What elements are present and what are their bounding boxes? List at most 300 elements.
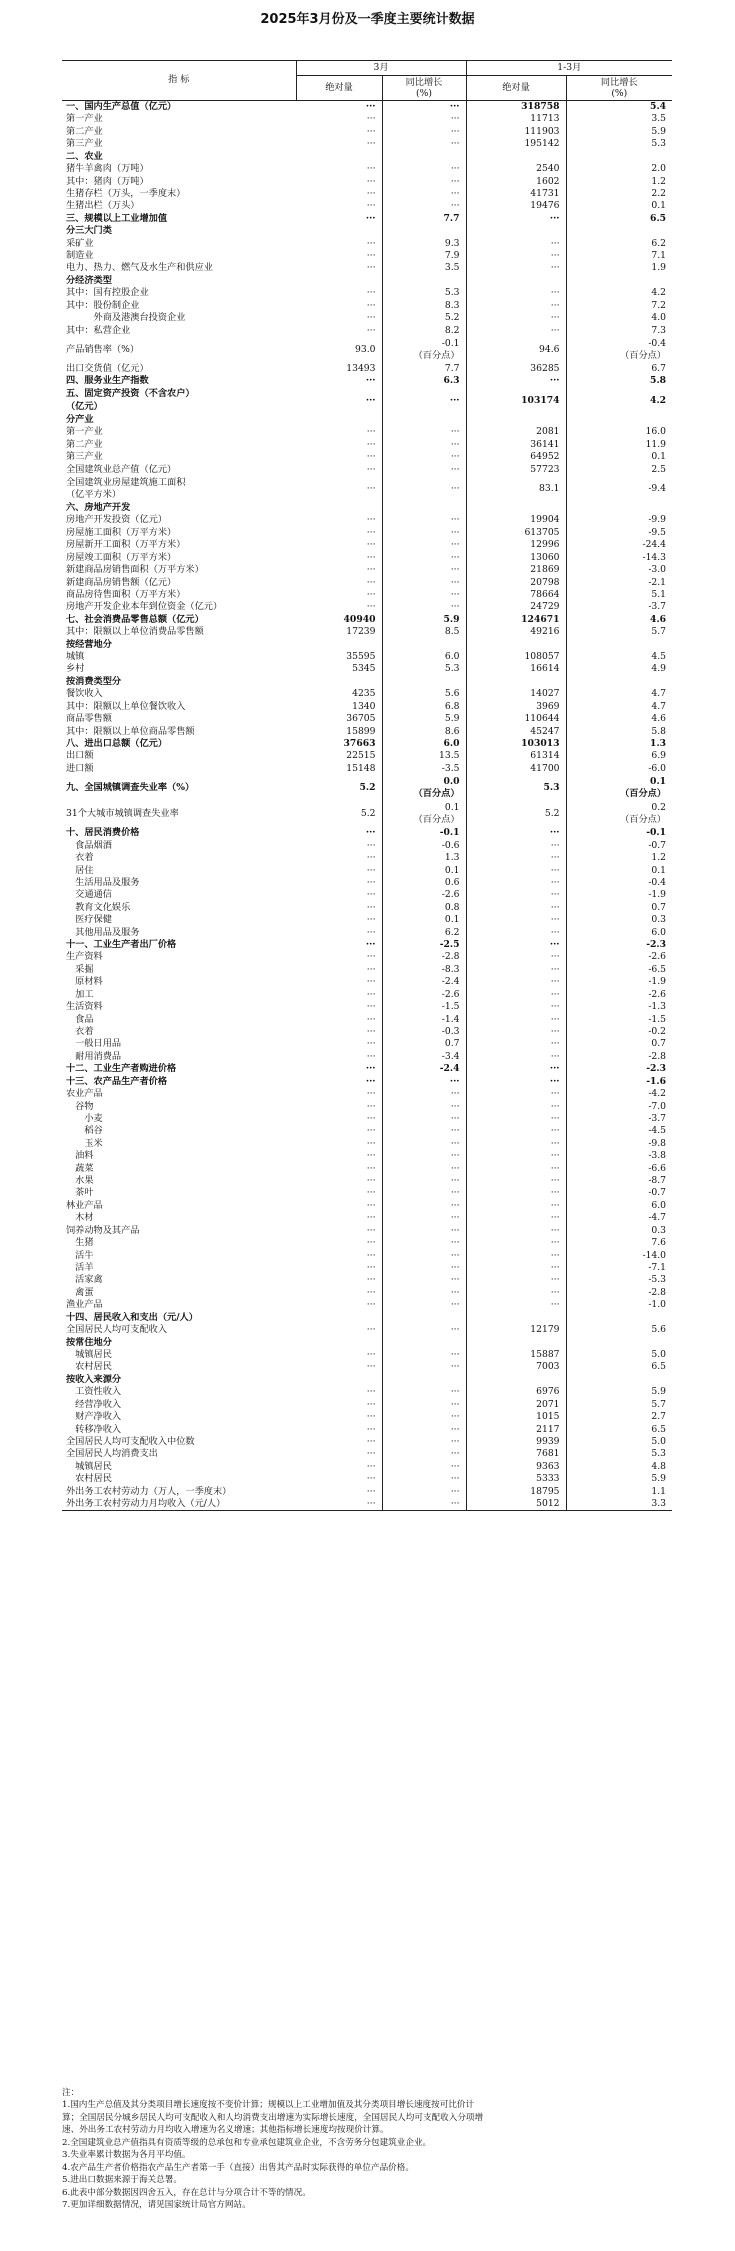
indicator-name: 衣着 [66, 1026, 94, 1037]
month-absolute-value: ··· [366, 1448, 376, 1460]
quarter-absolute-value: 13060 [466, 552, 566, 564]
month-yoy-growth: ··· [382, 163, 466, 175]
table-row [62, 1088, 672, 1100]
indicator-name: 六、房地产开发 [66, 501, 131, 513]
table-row [62, 138, 672, 150]
month-absolute-value: ··· [366, 250, 376, 262]
month-yoy-growth [382, 1374, 466, 1386]
quarter-yoy-growth: -5.3 [566, 1274, 672, 1286]
month-yoy-growth: -2.4 [382, 1063, 466, 1075]
table-row [62, 1038, 672, 1050]
month-absolute-value: ··· [366, 163, 376, 175]
quarter-absolute-value: ··· [466, 1200, 566, 1212]
month-absolute-value: ··· [366, 1001, 376, 1013]
indicator-name: 房屋新开工面积（万平方米） [66, 539, 186, 551]
month-absolute-value: ··· [366, 963, 376, 975]
table-row [62, 476, 672, 502]
quarter-absolute-value: 124671 [466, 614, 566, 626]
quarter-absolute-value: 2071 [466, 1399, 566, 1411]
quarter-absolute-value [466, 414, 566, 426]
indicator-name: 其中：猪肉（万吨） [66, 175, 149, 187]
month-absolute-value: ··· [366, 1038, 376, 1050]
month-yoy-growth: 5.9 [382, 713, 466, 725]
month-yoy-growth: ··· [382, 1349, 466, 1361]
month-yoy-growth: 7.7 [382, 213, 466, 225]
quarter-absolute-value: 103174 [466, 388, 566, 414]
quarter-yoy-growth: -1.9 [566, 976, 672, 988]
quarter-absolute-value [466, 502, 566, 514]
quarter-yoy-growth: -9.4 [566, 476, 672, 502]
quarter-yoy-growth [566, 1312, 672, 1324]
table-row [62, 539, 672, 551]
quarter-yoy-growth: 6.5 [566, 1424, 672, 1436]
indicator-name: 外商及港澳台投资企业 [66, 312, 186, 324]
indicator-name: 一、国内生产总值（亿元） [66, 101, 177, 112]
quarter-yoy-growth [566, 502, 672, 514]
table-row [62, 1101, 672, 1113]
month-absolute-value [296, 676, 382, 688]
quarter-absolute-value: ··· [466, 889, 566, 901]
quarter-absolute-value: ··· [466, 312, 566, 324]
month-absolute-value: ··· [366, 1473, 376, 1485]
quarter-yoy-growth: 11.9 [566, 439, 672, 451]
quarter-absolute-value: 3969 [466, 701, 566, 713]
month-absolute-value: ··· [366, 1026, 376, 1037]
quarter-yoy-growth: -0.7 [566, 1187, 672, 1199]
table-row [62, 250, 672, 262]
month-absolute-value: ··· [366, 914, 376, 926]
table-row [62, 225, 672, 237]
table-row [62, 1163, 672, 1175]
table-row [62, 763, 672, 775]
table-row [62, 1212, 672, 1224]
month-yoy-growth: ··· [382, 1448, 466, 1460]
table-row [62, 1461, 672, 1473]
quarter-yoy-growth: 5.9 [566, 1386, 672, 1398]
month-absolute-value: ··· [366, 1050, 376, 1062]
quarter-yoy-growth: -0.7 [566, 840, 672, 852]
quarter-yoy-growth: 1.2 [566, 176, 672, 188]
month-yoy-growth [382, 639, 466, 651]
quarter-absolute-value: ··· [466, 1014, 566, 1026]
quarter-yoy-growth: 6.0 [566, 927, 672, 939]
indicator-name: 生猪 [66, 1237, 94, 1249]
quarter-yoy-growth: 6.5 [566, 1361, 672, 1373]
indicator-name: 全国居民人均消费支出 [66, 1448, 158, 1460]
quarter-yoy-growth: -6.6 [566, 1163, 672, 1175]
month-absolute-value: ··· [366, 1386, 376, 1398]
indicator-name: 新建商品房销售面积（万平方米） [66, 564, 204, 576]
month-absolute-value: ··· [365, 939, 376, 951]
quarter-yoy-growth: 4.5 [566, 651, 672, 663]
table-row [62, 750, 672, 762]
month-yoy-growth: ··· [382, 1113, 466, 1125]
indicator-name: 林业产品 [66, 1199, 103, 1211]
month-absolute-value: ··· [366, 200, 376, 212]
table-row [62, 738, 672, 750]
month-abs-header: 绝对量 [296, 76, 382, 101]
month-yoy-growth: 6.0 [382, 651, 466, 663]
month-yoy-growth [382, 151, 466, 163]
quarter-absolute-value: 45247 [466, 726, 566, 738]
quarter-yoy-growth: 4.6 [566, 614, 672, 626]
month-group-header: 3月 [296, 61, 466, 76]
quarter-yoy-growth: -0.2 [566, 1026, 672, 1038]
indicator-name: 采掘 [66, 963, 94, 975]
month-absolute-value: 17239 [346, 626, 376, 638]
quarter-absolute-value: ··· [466, 1026, 566, 1038]
quarter-yoy-growth: -1.0 [566, 1299, 672, 1311]
quarter-absolute-value: ··· [466, 1262, 566, 1274]
quarter-absolute-value: ··· [466, 1274, 566, 1286]
table-row [62, 1411, 672, 1423]
month-absolute-value: ··· [366, 299, 376, 311]
indicator-name: 木材 [66, 1212, 94, 1224]
quarter-yoy-growth: 2.5 [566, 464, 672, 476]
table-row [62, 414, 672, 426]
table-row [62, 287, 672, 299]
quarter-absolute-value: 111903 [466, 126, 566, 138]
quarter-yoy-growth: 6.0 [566, 1200, 672, 1212]
month-absolute-value: ··· [366, 1299, 376, 1311]
indicator-name: 分经济类型 [66, 274, 112, 286]
indicator-name: 出口交货值（亿元） [66, 363, 149, 375]
indicator-name: 全国建筑业房屋建筑施工面积 （亿平方米） [66, 476, 186, 500]
table-header [62, 61, 672, 101]
indicator-name: 全国居民人均可支配收入中位数 [66, 1435, 195, 1447]
month-yoy-growth: ··· [382, 1212, 466, 1224]
quarter-absolute-value: ··· [466, 1101, 566, 1113]
quarter-yoy-growth: 5.4 [566, 101, 672, 114]
quarter-yoy-growth: 5.7 [566, 1399, 672, 1411]
footnotes [62, 2087, 674, 2212]
month-yoy-growth: -0.1 [382, 827, 466, 839]
quarter-absolute-value [466, 151, 566, 163]
indicator-name: 禽蛋 [66, 1286, 94, 1298]
table-row [62, 439, 672, 451]
quarter-yoy-growth: 6.9 [566, 750, 672, 762]
month-absolute-value: ··· [366, 951, 376, 963]
quarter-yoy-growth: 4.0 [566, 312, 672, 324]
quarter-yoy-growth: 3.5 [566, 113, 672, 125]
indicator-name: 耐用消费品 [66, 1050, 122, 1062]
quarter-yoy-growth: 5.0 [566, 1349, 672, 1361]
quarter-yoy-growth: 7.2 [566, 300, 672, 312]
indicator-name: 油料 [66, 1150, 94, 1162]
month-yoy-growth: ··· [382, 1225, 466, 1237]
quarter-absolute-value: 57723 [466, 464, 566, 476]
quarter-yoy-growth: -24.4 [566, 539, 672, 551]
quarter-absolute-value: ··· [466, 250, 566, 262]
quarter-yoy-growth: -2.3 [566, 939, 672, 951]
month-yoy-growth: 5.3 [382, 663, 466, 675]
quarter-absolute-value: ··· [466, 1250, 566, 1262]
month-absolute-value: ··· [365, 1063, 376, 1075]
table-row [62, 976, 672, 988]
indicator-name: 房屋竣工面积（万平方米） [66, 551, 177, 563]
month-absolute-value: ··· [366, 564, 376, 576]
indicator-name: 一般日用品 [66, 1038, 122, 1050]
quarter-absolute-value: 15887 [466, 1349, 566, 1361]
month-absolute-value [296, 502, 382, 514]
quarter-absolute-value: 61314 [466, 750, 566, 762]
month-yoy-growth: 0.8 [382, 902, 466, 914]
quarter-absolute-value: 1602 [466, 176, 566, 188]
quarter-absolute-value: ··· [466, 865, 566, 877]
quarter-absolute-value: ··· [466, 1113, 566, 1125]
quarter-absolute-value: ··· [466, 1138, 566, 1150]
month-yoy-growth: -0.6 [382, 840, 466, 852]
quarter-yoy-growth: -8.7 [566, 1175, 672, 1187]
indicator-name: 十四、居民收入和支出（元/人） [66, 1311, 198, 1323]
table-row [62, 238, 672, 250]
month-absolute-value: ··· [366, 1100, 376, 1112]
indicator-name: 房屋施工面积（万平方米） [66, 526, 177, 538]
quarter-absolute-value: ··· [466, 951, 566, 963]
quarter-yoy-growth: 0.2 （百分点） [566, 801, 672, 827]
quarter-yoy-growth: -3.7 [566, 601, 672, 613]
month-absolute-value [296, 225, 382, 237]
quarter-absolute-value: 14027 [466, 688, 566, 700]
table-row [62, 688, 672, 700]
table-row [62, 1001, 672, 1013]
month-yoy-growth [382, 676, 466, 688]
quarter-absolute-value: 2540 [466, 163, 566, 175]
month-absolute-value: ··· [366, 426, 376, 438]
footnote-line: 1.国内生产总值及其分类项目增长速度按不变价计算；规模以上工业增加值及其分类项目增长速度按可比价计 [62, 2100, 475, 2111]
month-yoy-growth: ··· [382, 589, 466, 601]
month-yoy-header: 同比增长 (%) [382, 76, 466, 101]
month-absolute-value: ··· [366, 1286, 376, 1298]
quarter-yoy-growth: -6.0 [566, 763, 672, 775]
table-row [62, 312, 672, 324]
table-row [62, 1175, 672, 1187]
month-absolute-value [296, 151, 382, 163]
quarter-yoy-growth: -9.9 [566, 514, 672, 526]
quarter-absolute-value: ··· [466, 1175, 566, 1187]
quarter-yoy-growth: -2.6 [566, 989, 672, 1001]
indicator-name: 农村居民 [66, 1361, 112, 1373]
table-row [62, 300, 672, 312]
month-yoy-growth: ··· [382, 439, 466, 451]
quarter-absolute-value: ··· [466, 927, 566, 939]
quarter-yoy-growth [566, 676, 672, 688]
month-yoy-growth: ··· [382, 514, 466, 526]
quarter-yoy-growth: -2.8 [566, 1051, 672, 1063]
month-yoy-growth: ··· [382, 1498, 466, 1511]
quarter-absolute-value: ··· [466, 1187, 566, 1199]
quarter-yoy-growth: -4.5 [566, 1125, 672, 1137]
month-yoy-growth: -2.6 [382, 889, 466, 901]
quarter-absolute-value: 18795 [466, 1486, 566, 1498]
quarter-yoy-growth: -2.3 [566, 1063, 672, 1075]
month-yoy-growth: ··· [382, 1237, 466, 1249]
month-absolute-value: 13493 [346, 363, 376, 375]
quarter-yoy-growth: 4.8 [566, 1461, 672, 1473]
indicator-name: 生产资料 [66, 951, 103, 963]
month-yoy-growth: ··· [382, 1361, 466, 1373]
month-yoy-growth: 9.3 [382, 238, 466, 250]
table-row [62, 651, 672, 663]
quarter-absolute-value: 21869 [466, 564, 566, 576]
quarter-yoy-growth: 6.7 [566, 363, 672, 375]
month-absolute-value: ··· [366, 576, 376, 588]
indicator-header: 指 标 [62, 61, 296, 101]
quarter-group-header: 1-3月 [466, 61, 672, 76]
quarter-yoy-growth: -0.4 [566, 877, 672, 889]
indicator-name: 分三大门类 [66, 225, 112, 237]
quarter-absolute-value: ··· [466, 1287, 566, 1299]
month-absolute-value: ··· [366, 1199, 376, 1211]
table-row [62, 865, 672, 877]
indicator-name: 九、全国城镇调查失业率（%） [66, 782, 195, 794]
indicator-name: 七、社会消费品零售总额（亿元） [66, 613, 204, 625]
table-row [62, 101, 672, 114]
month-absolute-value: 36705 [346, 713, 376, 725]
quarter-yoy-growth: 4.7 [566, 688, 672, 700]
indicator-name: 城镇居民 [66, 1460, 112, 1472]
quarter-yoy-growth: -1.6 [566, 1076, 672, 1088]
quarter-yoy-growth: 6.5 [566, 213, 672, 225]
indicator-name: 食品 [66, 1013, 94, 1025]
month-yoy-growth: ··· [382, 552, 466, 564]
month-yoy-growth: ··· [382, 1287, 466, 1299]
quarter-yoy-growth: 0.7 [566, 1038, 672, 1050]
table-row [62, 1250, 672, 1262]
quarter-yoy-growth: -14.3 [566, 552, 672, 564]
month-absolute-value: ··· [366, 463, 376, 475]
quarter-yoy-growth: 5.6 [566, 1324, 672, 1336]
quarter-yoy-growth: 1.9 [566, 262, 672, 274]
quarter-yoy-growth: 0.1 [566, 865, 672, 877]
table-row [62, 1361, 672, 1373]
month-yoy-growth: -2.8 [382, 951, 466, 963]
table-row [62, 1076, 672, 1088]
quarter-yoy-growth: -1.9 [566, 889, 672, 901]
month-absolute-value: ··· [366, 1262, 376, 1274]
month-yoy-growth: 8.6 [382, 726, 466, 738]
indicator-name: 衣着 [66, 852, 94, 864]
indicator-name: 八、进出口总额（亿元） [66, 737, 168, 749]
month-yoy-growth: 7.7 [382, 363, 466, 375]
month-absolute-value: 37663 [343, 737, 376, 749]
quarter-absolute-value: 64952 [466, 451, 566, 463]
month-absolute-value: ··· [366, 312, 376, 324]
month-yoy-growth: ··· [382, 126, 466, 138]
month-yoy-growth: -3.4 [382, 1051, 466, 1063]
table-row [62, 213, 672, 225]
month-yoy-growth [382, 414, 466, 426]
indicator-name: 其他用品及服务 [66, 926, 140, 938]
month-yoy-growth: ··· [382, 1274, 466, 1286]
quarter-absolute-value: 41700 [466, 763, 566, 775]
indicator-name: 其中：国有控股企业 [66, 287, 149, 299]
indicator-name: 生猪出栏（万头） [66, 200, 140, 212]
table-row [62, 126, 672, 138]
month-absolute-value: ··· [366, 889, 376, 901]
month-yoy-growth: -1.5 [382, 1001, 466, 1013]
quarter-absolute-value: 9363 [466, 1461, 566, 1473]
month-yoy-growth: 6.3 [382, 375, 466, 387]
table-row [62, 1299, 672, 1311]
table-row [62, 552, 672, 564]
footnote-line: 7.更加详细数据情况，请见国家统计局官方网站。 [62, 2200, 251, 2211]
quarter-absolute-value: ··· [466, 300, 566, 312]
table-row [62, 1274, 672, 1286]
month-yoy-growth: ··· [382, 1250, 466, 1262]
month-absolute-value: ··· [366, 1411, 376, 1423]
quarter-absolute-value: 2117 [466, 1424, 566, 1436]
quarter-absolute-value: ··· [466, 1237, 566, 1249]
table-row [62, 1448, 672, 1460]
quarter-absolute-value: ··· [466, 1125, 566, 1137]
quarter-yoy-growth: 3.3 [566, 1498, 672, 1511]
month-absolute-value: ··· [366, 482, 376, 494]
indicator-name: 房地产开发企业本年到位资金（亿元） [66, 601, 223, 613]
indicator-name: 活家禽 [66, 1274, 103, 1286]
indicator-name: 二、农业 [66, 150, 103, 162]
table-row [62, 775, 672, 801]
table-row [62, 1200, 672, 1212]
indicator-name: 茶叶 [66, 1187, 94, 1199]
quarter-yoy-growth [566, 151, 672, 163]
quarter-absolute-value: ··· [466, 976, 566, 988]
month-absolute-value: ··· [366, 1125, 376, 1137]
table-row [62, 1436, 672, 1448]
indicator-name: 其中：私营企业 [66, 324, 131, 336]
table-row [62, 713, 672, 725]
quarter-absolute-value [466, 639, 566, 651]
month-absolute-value: ··· [366, 1013, 376, 1025]
indicator-name: 十一、工业生产者出厂价格 [66, 939, 177, 951]
month-yoy-growth: 5.6 [382, 688, 466, 700]
month-absolute-value: ··· [366, 438, 376, 450]
quarter-yoy-growth: 2.0 [566, 163, 672, 175]
quarter-yoy-growth: 4.9 [566, 663, 672, 675]
table-row [62, 1026, 672, 1038]
month-yoy-growth: 6.0 [382, 738, 466, 750]
table-row [62, 1150, 672, 1162]
indicator-name: 十二、工业生产者购进价格 [66, 1063, 177, 1075]
table-row [62, 1473, 672, 1485]
indicator-name: 活羊 [66, 1262, 94, 1274]
quarter-yoy-growth: 5.8 [566, 375, 672, 387]
month-yoy-growth: 0.1 [382, 865, 466, 877]
table-row [62, 1237, 672, 1249]
month-absolute-value: ··· [366, 113, 376, 125]
indicator-name: 商品零售额 [66, 713, 112, 725]
indicator-name: 第三产业 [66, 451, 103, 463]
quarter-yoy-growth: 5.7 [566, 626, 672, 638]
month-absolute-value: ··· [366, 1423, 376, 1435]
table-row [62, 163, 672, 175]
indicator-name: 分产业 [66, 413, 94, 425]
month-absolute-value: ··· [365, 394, 376, 406]
quarter-yoy-growth: 0.1 [566, 451, 672, 463]
quarter-absolute-value: 94.6 [466, 337, 566, 363]
month-absolute-value: ··· [366, 1398, 376, 1410]
month-yoy-growth [382, 225, 466, 237]
month-yoy-growth: ··· [382, 464, 466, 476]
quarter-yoy-growth: -0.1 [566, 827, 672, 839]
quarter-absolute-value [466, 1374, 566, 1386]
quarter-yoy-growth: -3.7 [566, 1113, 672, 1125]
table-row [62, 388, 672, 414]
month-yoy-growth: ··· [382, 1324, 466, 1336]
quarter-yoy-growth: 4.2 [566, 388, 672, 414]
month-absolute-value: 22515 [346, 750, 376, 762]
table-row [62, 514, 672, 526]
